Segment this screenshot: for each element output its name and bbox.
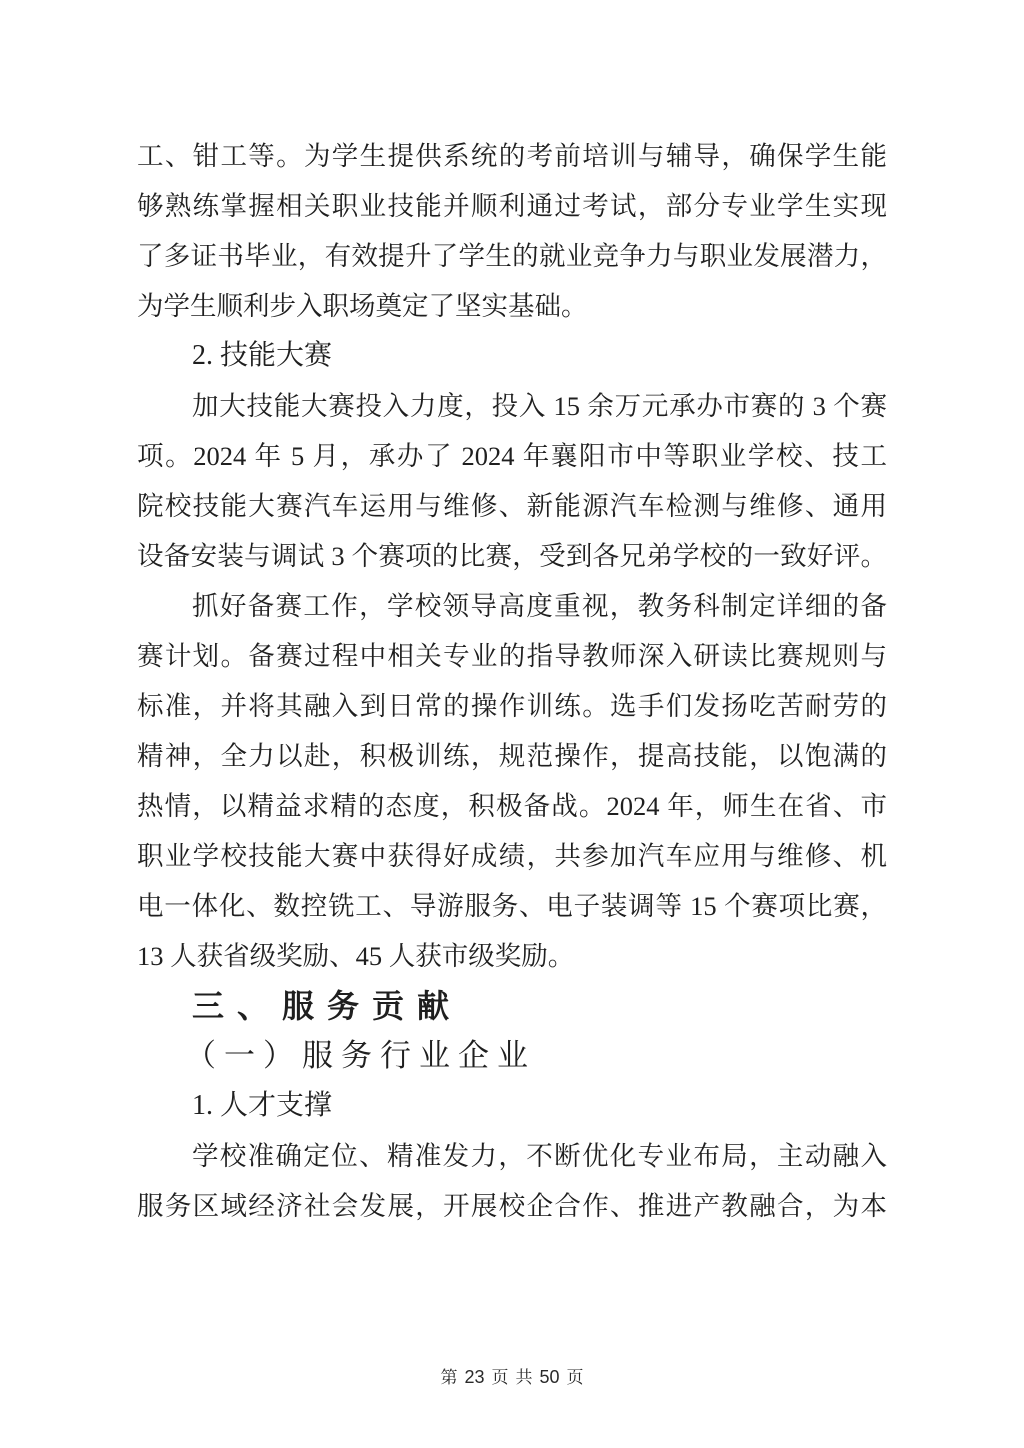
- text-line: 设备安装与调试 3 个赛项的比赛，受到各兄弟学校的一致好评。: [137, 541, 887, 571]
- page-footer: [0, 1366, 1024, 1389]
- paragraph-certificate-training: [137, 131, 887, 331]
- text-line: 了多证书毕业，有效提升了学生的就业竞争力与职业发展潜力，: [137, 241, 887, 271]
- footer-prefix-label: 第: [440, 1368, 458, 1387]
- text-line: 为学生顺利步入职场奠定了坚实基础。: [137, 291, 588, 321]
- text-line: 抓好备赛工作，学校领导高度重视，教务科制定详细的备: [192, 591, 887, 621]
- text-line: 13 人获省级奖励、45 人获市级奖励。: [137, 941, 575, 971]
- page-content: [137, 131, 887, 1231]
- text-line: 职业学校技能大赛中获得好成绩，共参加汽车应用与维修、机: [137, 841, 887, 871]
- heading-service-contribution: 三、服务贡献: [192, 988, 463, 1024]
- heading-service-industry: （一）服务行业企业: [185, 1038, 536, 1073]
- text-line: 项。2024 年 5 月，承办了 2024 年襄阳市中等职业学校、技工: [137, 441, 887, 471]
- heading-skill-competition: 2. 技能大赛: [192, 340, 333, 371]
- text-line: 电一体化、数控铣工、导游服务、电子装调等 15 个赛项比赛，: [137, 891, 887, 921]
- text-line: 院校技能大赛汽车运用与维修、新能源汽车检测与维修、通用: [137, 491, 887, 521]
- text-line: 精神，全力以赴，积极训练，规范操作，提高技能，以饱满的: [137, 741, 887, 771]
- text-line: 加大技能大赛投入力度，投入 15 余万元承办市赛的 3 个赛: [192, 391, 887, 421]
- footer-suffix-label: 页: [566, 1368, 584, 1387]
- footer-page-label: 页: [491, 1368, 509, 1387]
- footer-page-number: 23: [464, 1367, 485, 1387]
- paragraph-talent-support: [137, 1131, 887, 1231]
- text-line: 够熟练掌握相关职业技能并顺利通过考试，部分专业学生实现: [137, 191, 887, 221]
- paragraph-competition-hosting: [137, 381, 887, 581]
- text-line: 赛计划。备赛过程中相关专业的指导教师深入研读比赛规则与: [137, 641, 887, 671]
- footer-total-pages: 50: [539, 1367, 560, 1387]
- text-line: 热情，以精益求精的态度，积极备战。2024 年，师生在省、市: [137, 791, 887, 821]
- text-line: 工、钳工等。为学生提供系统的考前培训与辅导，确保学生能: [137, 141, 887, 171]
- paragraph-competition-preparation: [137, 581, 887, 981]
- heading-talent-support: 1. 人才支撑: [192, 1090, 333, 1121]
- text-line: 标准，并将其融入到日常的操作训练。选手们发扬吃苦耐劳的: [137, 691, 887, 721]
- text-line: 服务区域经济社会发展，开展校企合作、推进产教融合，为本: [137, 1191, 887, 1221]
- footer-total-label: 共: [515, 1368, 533, 1387]
- text-line: 学校准确定位、精准发力，不断优化专业布局，主动融入: [192, 1141, 887, 1171]
